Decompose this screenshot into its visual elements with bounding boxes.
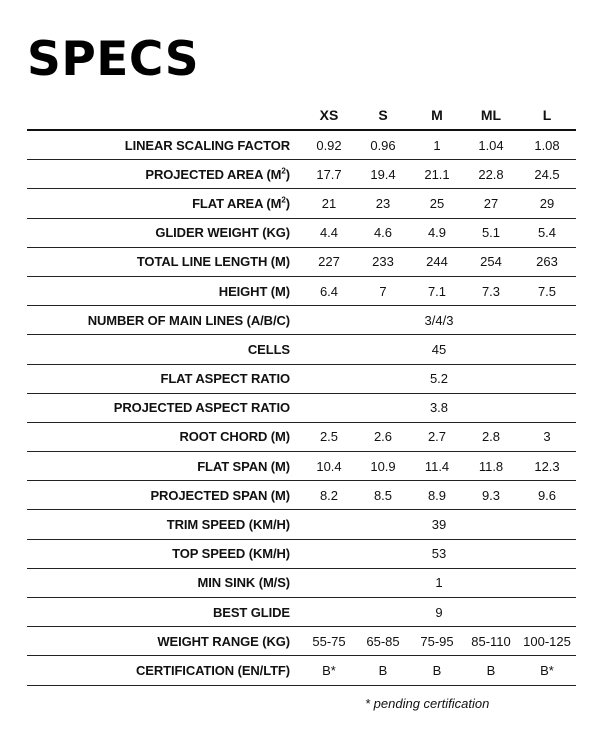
row-label	[27, 160, 302, 189]
table-row	[27, 598, 576, 627]
table-row	[27, 247, 576, 276]
value-cell: 12.3	[518, 452, 576, 481]
row-label-text: CERTIFICATION (EN/LTF)	[135, 662, 290, 678]
value-cell: 21.1	[410, 160, 464, 189]
value-cell: 27	[464, 189, 518, 218]
row-label	[27, 598, 302, 627]
row-label	[27, 422, 302, 451]
row-label	[27, 189, 302, 218]
value-cell: 233	[356, 247, 410, 276]
value-cell: 10.9	[356, 452, 410, 481]
value-cell: 100-125	[518, 627, 576, 656]
value-cell: 2.5	[302, 422, 356, 451]
value-cell: 4.9	[410, 218, 464, 247]
table-row	[27, 160, 576, 189]
value-cell: 5.1	[464, 218, 518, 247]
value-cell: 2.8	[464, 422, 518, 451]
table-row	[27, 422, 576, 451]
value-cell: 7.3	[464, 276, 518, 305]
row-label-text: HEIGHT (M)	[218, 283, 290, 299]
value-cell: 263	[518, 247, 576, 276]
row-label	[27, 393, 302, 422]
table-row	[27, 306, 576, 335]
value-cell: 8.2	[302, 481, 356, 510]
value-cell: 75-95	[410, 627, 464, 656]
row-label-superscript: 2	[281, 195, 286, 205]
value-cell: 1.04	[464, 130, 518, 160]
row-label-text: BEST GLIDE	[212, 604, 290, 620]
row-label	[27, 306, 302, 335]
table-row	[27, 393, 576, 422]
row-label	[27, 276, 302, 305]
row-label-superscript: 2	[281, 166, 286, 176]
table-row	[27, 218, 576, 247]
row-label-text: FLAT SPAN (M)	[197, 458, 290, 474]
column-header-l: L	[518, 101, 576, 130]
value-cell: B	[410, 656, 464, 685]
value-cell: 17.7	[302, 160, 356, 189]
row-label	[27, 218, 302, 247]
value-cell: 1	[410, 130, 464, 160]
value-cell: 227	[302, 247, 356, 276]
table-row	[27, 130, 576, 160]
table-row	[27, 189, 576, 218]
shared-value-cell: 45	[302, 335, 576, 364]
row-label-text: PROJECTED AREA (M	[145, 166, 282, 182]
row-label	[27, 539, 302, 568]
specs-table-header	[27, 101, 576, 130]
value-cell: 22.8	[464, 160, 518, 189]
shared-value-cell: 3/4/3	[302, 306, 576, 335]
table-row	[27, 539, 576, 568]
shared-value-cell: 1	[302, 568, 576, 597]
value-cell: 3	[518, 422, 576, 451]
row-label	[27, 130, 302, 160]
row-label-text: TRIM SPEED (KM/H)	[166, 517, 290, 533]
row-label-text: LINEAR SCALING FACTOR	[124, 137, 290, 153]
value-cell: B	[464, 656, 518, 685]
row-label-text: ROOT CHORD (M)	[179, 429, 290, 445]
shared-value-cell: 9	[302, 598, 576, 627]
row-label-text: FLAT ASPECT RATIO	[160, 371, 290, 387]
row-label	[27, 568, 302, 597]
value-cell: 11.4	[410, 452, 464, 481]
value-cell: 65-85	[356, 627, 410, 656]
table-row	[27, 276, 576, 305]
shared-value-cell: 39	[302, 510, 576, 539]
table-row	[27, 627, 576, 656]
value-cell: 2.6	[356, 422, 410, 451]
value-cell: 4.6	[356, 218, 410, 247]
row-label-text: TOP SPEED (KM/H)	[172, 546, 290, 562]
specs-table	[27, 101, 576, 686]
value-cell: 55-75	[302, 627, 356, 656]
value-cell: 23	[356, 189, 410, 218]
value-cell: 8.9	[410, 481, 464, 510]
value-cell: 10.4	[302, 452, 356, 481]
table-row	[27, 656, 576, 685]
table-row	[27, 481, 576, 510]
column-header-s: S	[356, 101, 410, 130]
value-cell: 244	[410, 247, 464, 276]
row-label-text: GLIDER WEIGHT (KG)	[155, 225, 290, 241]
row-label-text: CELLS	[247, 341, 290, 357]
value-cell: 21	[302, 189, 356, 218]
table-row	[27, 452, 576, 481]
row-label-text: FLAT AREA (M	[192, 195, 282, 211]
row-label	[27, 510, 302, 539]
value-cell: 24.5	[518, 160, 576, 189]
table-row	[27, 568, 576, 597]
shared-value-cell: 53	[302, 539, 576, 568]
row-label	[27, 247, 302, 276]
table-row	[27, 510, 576, 539]
header-row	[27, 101, 576, 130]
shared-value-cell: 3.8	[302, 393, 576, 422]
row-label-text: WEIGHT RANGE (KG)	[157, 633, 290, 649]
row-label	[27, 481, 302, 510]
column-header-m: M	[410, 101, 464, 130]
row-label-text: PROJECTED SPAN (M)	[150, 487, 290, 503]
value-cell: 2.7	[410, 422, 464, 451]
value-cell: 1.08	[518, 130, 576, 160]
value-cell: B	[356, 656, 410, 685]
value-cell: 29	[518, 189, 576, 218]
row-label-suffix: )	[285, 195, 290, 211]
header-label-spacer	[27, 101, 302, 130]
value-cell: 6.4	[302, 276, 356, 305]
row-label-suffix: )	[285, 166, 290, 182]
value-cell: 8.5	[356, 481, 410, 510]
row-label-text: NUMBER OF MAIN LINES (A/B/C)	[87, 312, 290, 328]
value-cell: 9.3	[464, 481, 518, 510]
value-cell: 7.5	[518, 276, 576, 305]
column-header-ml: ML	[464, 101, 518, 130]
value-cell: 25	[410, 189, 464, 218]
row-label	[27, 452, 302, 481]
row-label	[27, 656, 302, 685]
row-label	[27, 627, 302, 656]
value-cell: 4.4	[302, 218, 356, 247]
table-row	[27, 335, 576, 364]
page-title: SPECS	[27, 32, 200, 87]
value-cell: 254	[464, 247, 518, 276]
shared-value-cell: 5.2	[302, 364, 576, 393]
value-cell: 9.6	[518, 481, 576, 510]
value-cell: 7	[356, 276, 410, 305]
row-label-text: PROJECTED ASPECT RATIO	[113, 400, 290, 416]
value-cell: B*	[518, 656, 576, 685]
value-cell: 7.1	[410, 276, 464, 305]
row-label	[27, 364, 302, 393]
row-label	[27, 335, 302, 364]
row-label-text: TOTAL LINE LENGTH (M)	[136, 254, 290, 270]
column-header-xs: XS	[302, 101, 356, 130]
value-cell: 11.8	[464, 452, 518, 481]
value-cell: 0.92	[302, 130, 356, 160]
value-cell: 85-110	[464, 627, 518, 656]
value-cell: 19.4	[356, 160, 410, 189]
value-cell: 0.96	[356, 130, 410, 160]
table-row	[27, 364, 576, 393]
value-cell: B*	[302, 656, 356, 685]
row-label-text: MIN SINK (M/S)	[197, 575, 290, 591]
specs-table-body	[27, 130, 576, 685]
value-cell: 5.4	[518, 218, 576, 247]
footnote: * pending certification	[365, 696, 490, 711]
